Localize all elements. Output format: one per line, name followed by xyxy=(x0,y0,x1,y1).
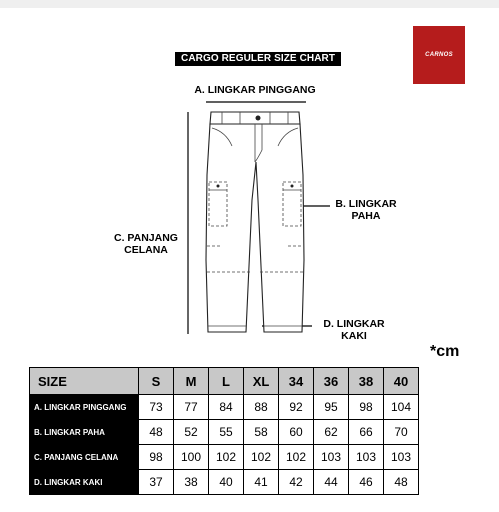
table-cell: 41 xyxy=(244,470,279,495)
table-header-row xyxy=(30,368,419,395)
table-cell: 62 xyxy=(314,420,349,445)
table-row xyxy=(30,445,419,470)
row-label: B. LINGKAR PAHA xyxy=(30,420,139,445)
table-header-cell: 34 xyxy=(279,368,314,395)
table-cell: 100 xyxy=(174,445,209,470)
unit-label: *cm xyxy=(430,343,460,360)
table-cell: 38 xyxy=(174,470,209,495)
table-cell: 84 xyxy=(209,395,244,420)
label-length: C. PANJANG CELANA xyxy=(114,232,178,256)
table-header-cell: 38 xyxy=(349,368,384,395)
row-label: A. LINGKAR PINGGANG xyxy=(30,395,139,420)
size-table xyxy=(29,367,419,495)
table-row xyxy=(30,470,419,495)
table-cell: 52 xyxy=(174,420,209,445)
table-cell: 48 xyxy=(139,420,174,445)
table-cell: 102 xyxy=(279,445,314,470)
table-cell: 102 xyxy=(209,445,244,470)
table-header-cell: XL xyxy=(244,368,279,395)
table-cell: 70 xyxy=(384,420,419,445)
table-cell: 58 xyxy=(244,420,279,445)
table-cell: 98 xyxy=(349,395,384,420)
table-header-cell: 40 xyxy=(384,368,419,395)
table-cell: 104 xyxy=(384,395,419,420)
button-icon xyxy=(256,116,261,121)
table-cell: 88 xyxy=(244,395,279,420)
table-header-cell: SIZE xyxy=(30,368,139,395)
chart-title: CARGO REGULER SIZE CHART xyxy=(175,52,341,66)
table-cell: 95 xyxy=(314,395,349,420)
table-cell: 55 xyxy=(209,420,244,445)
table-header-cell: L xyxy=(209,368,244,395)
table-cell: 98 xyxy=(139,445,174,470)
row-label: D. LINGKAR KAKI xyxy=(30,470,139,495)
label-leg-opening: D. LINGKAR KAKI xyxy=(323,318,385,342)
table-cell: 44 xyxy=(314,470,349,495)
table-cell: 73 xyxy=(139,395,174,420)
table-cell: 66 xyxy=(349,420,384,445)
table-cell: 37 xyxy=(139,470,174,495)
table-cell: 103 xyxy=(314,445,349,470)
table-cell: 92 xyxy=(279,395,314,420)
table-row xyxy=(30,420,419,445)
row-label: C. PANJANG CELANA xyxy=(30,445,139,470)
table-header-cell: M xyxy=(174,368,209,395)
label-thigh: B. LINGKAR PAHA xyxy=(335,198,397,222)
table-cell: 103 xyxy=(349,445,384,470)
table-cell: 40 xyxy=(209,470,244,495)
table-cell: 48 xyxy=(384,470,419,495)
table-row xyxy=(30,395,419,420)
table-cell: 103 xyxy=(384,445,419,470)
table-header-cell: 36 xyxy=(314,368,349,395)
label-waist: A. LINGKAR PINGGANG xyxy=(194,84,316,96)
table-cell: 42 xyxy=(279,470,314,495)
table-cell: 60 xyxy=(279,420,314,445)
brand-name: CARNOS xyxy=(425,52,453,58)
table-cell: 46 xyxy=(349,470,384,495)
table-cell: 102 xyxy=(244,445,279,470)
table-header-cell: S xyxy=(139,368,174,395)
table-cell: 77 xyxy=(174,395,209,420)
